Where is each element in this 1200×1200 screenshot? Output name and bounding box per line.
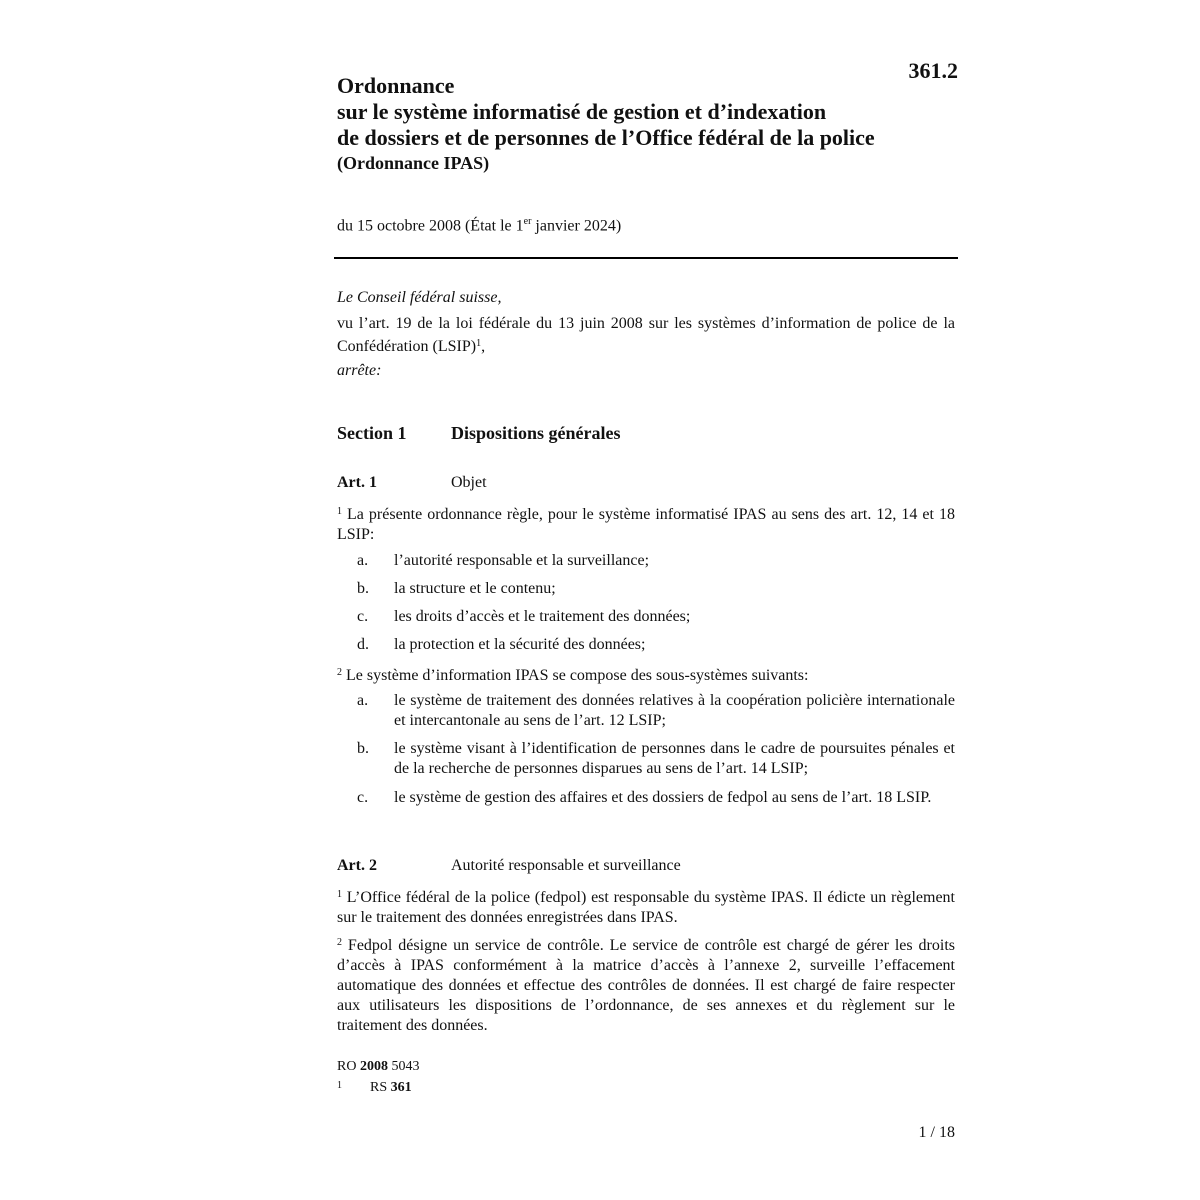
paragraph	[337, 885, 955, 928]
footnote-ref[interactable]: 1	[476, 338, 482, 349]
list-text: le système de gestion des affaires et des dossiers de fedpol au sens de l’art. 18 LSIP.	[394, 789, 932, 806]
paragraph-text: Fedpol désigne un service de contrôle. Le service de contrôle est chargé de gérer les droits d’accès à IPAS conformément à la matrice d’accès à l’annexe 2, surveille l’effacement automatique des données et effectue des contrôles de données. Il est chargé de faire respecter aux utilisateurs les dispositions de l’ordonnance, de ses annexes et du règlement sur le traitement des données.	[337, 937, 955, 1034]
ro-page: 5043	[387, 1059, 420, 1074]
list-text: la structure et le contenu;	[394, 580, 556, 597]
ro-year: 2008	[359, 1059, 388, 1074]
list-item	[337, 551, 955, 571]
list-marker: d.	[357, 636, 369, 653]
section-title: Dispositions générales	[451, 423, 621, 443]
document-page	[337, 0, 958, 1200]
preamble-authority: Le Conseil fédéral suisse,	[337, 289, 502, 306]
title-line: Ordonnance	[337, 73, 455, 98]
article-heading	[337, 857, 837, 875]
list-text: le système de traitement des données relatives à la coopération policière internationale et intercantonale au sens de l’art. 12 LSIP;	[394, 692, 955, 729]
ro-prefix: RO	[337, 1059, 360, 1074]
paragraph-text: Le système d’information IPAS se compose des sous-systèmes suivants:	[342, 667, 809, 684]
paragraph	[337, 663, 955, 686]
footnote-text	[370, 1080, 412, 1096]
sr-number: 361.2	[908, 58, 958, 83]
section-label: Section 1	[337, 423, 407, 443]
list-item	[337, 788, 955, 808]
short-title: (Ordonnance IPAS)	[337, 153, 490, 173]
list-marker: c.	[357, 608, 369, 625]
footnote-prefix: RS	[370, 1080, 391, 1095]
list-item	[337, 739, 955, 779]
document-date	[337, 216, 621, 235]
footnote-ref-number: 361	[390, 1080, 412, 1095]
list-marker: a.	[357, 552, 369, 569]
paragraph-number: 1	[337, 506, 342, 517]
paragraph-text: La présente ordonnance règle, pour le système informatisé IPAS au sens des art. 12, 14 et 18 LSIP:	[337, 506, 955, 543]
paragraph	[337, 933, 955, 1036]
basis-text: vu l’art. 19 de la loi fédérale du 13 juin 2008 sur les systèmes d’information de police de la Confédération (LSIP)	[337, 315, 955, 355]
page-number: 1 / 18	[918, 1124, 955, 1141]
list-marker: a.	[357, 692, 369, 709]
list-text: les droits d’accès et le traitement des données;	[394, 608, 691, 625]
paragraph-number: 2	[337, 937, 342, 948]
list-item	[337, 691, 955, 731]
date-suffix: janvier 2024)	[531, 217, 622, 235]
article-title: Objet	[451, 474, 487, 491]
article-title: Autorité responsable et surveillance	[451, 857, 681, 874]
preamble-decrees: arrête:	[337, 362, 382, 379]
footnote-number: 1	[337, 1080, 342, 1091]
article-label: Art. 1	[337, 474, 377, 491]
list-item	[337, 607, 955, 627]
title-line: sur le système informatisé de gestion et d’indexation	[337, 99, 827, 124]
paragraph-number: 1	[337, 889, 342, 900]
list-marker: c.	[357, 789, 369, 806]
footnote	[337, 1080, 412, 1099]
paragraph-number: 2	[337, 667, 342, 678]
list-text: la protection et la sécurité des données;	[394, 636, 646, 653]
ro-reference	[337, 1059, 419, 1075]
list-marker: b.	[357, 740, 369, 757]
list-item	[337, 579, 955, 599]
date-prefix: du 15 octobre 2008 (État le 1	[337, 217, 524, 235]
paragraph-text: L’Office fédéral de la police (fedpol) est responsable du système IPAS. Il édicte un règlement sur le traitement des données enregistrées dans IPAS.	[337, 889, 955, 926]
title-divider	[334, 257, 958, 259]
document-title	[337, 73, 897, 151]
article-label: Art. 2	[337, 857, 377, 874]
date-superscript: er	[523, 216, 532, 227]
paragraph	[337, 502, 955, 545]
list-text: le système visant à l’identification de personnes dans le cadre de poursuites pénales et de la recherche de personnes disparues au sens de l’art. 14 LSIP;	[394, 740, 955, 777]
preamble-basis	[337, 314, 955, 357]
article-heading	[337, 474, 837, 492]
list-marker: b.	[357, 580, 369, 597]
list-item	[337, 635, 955, 655]
basis-end: ,	[481, 338, 486, 355]
list-text: l’autorité responsable et la surveillance;	[394, 552, 650, 569]
section-heading	[337, 423, 621, 444]
title-line: de dossiers et de personnes de l’Office fédéral de la police	[337, 125, 875, 150]
